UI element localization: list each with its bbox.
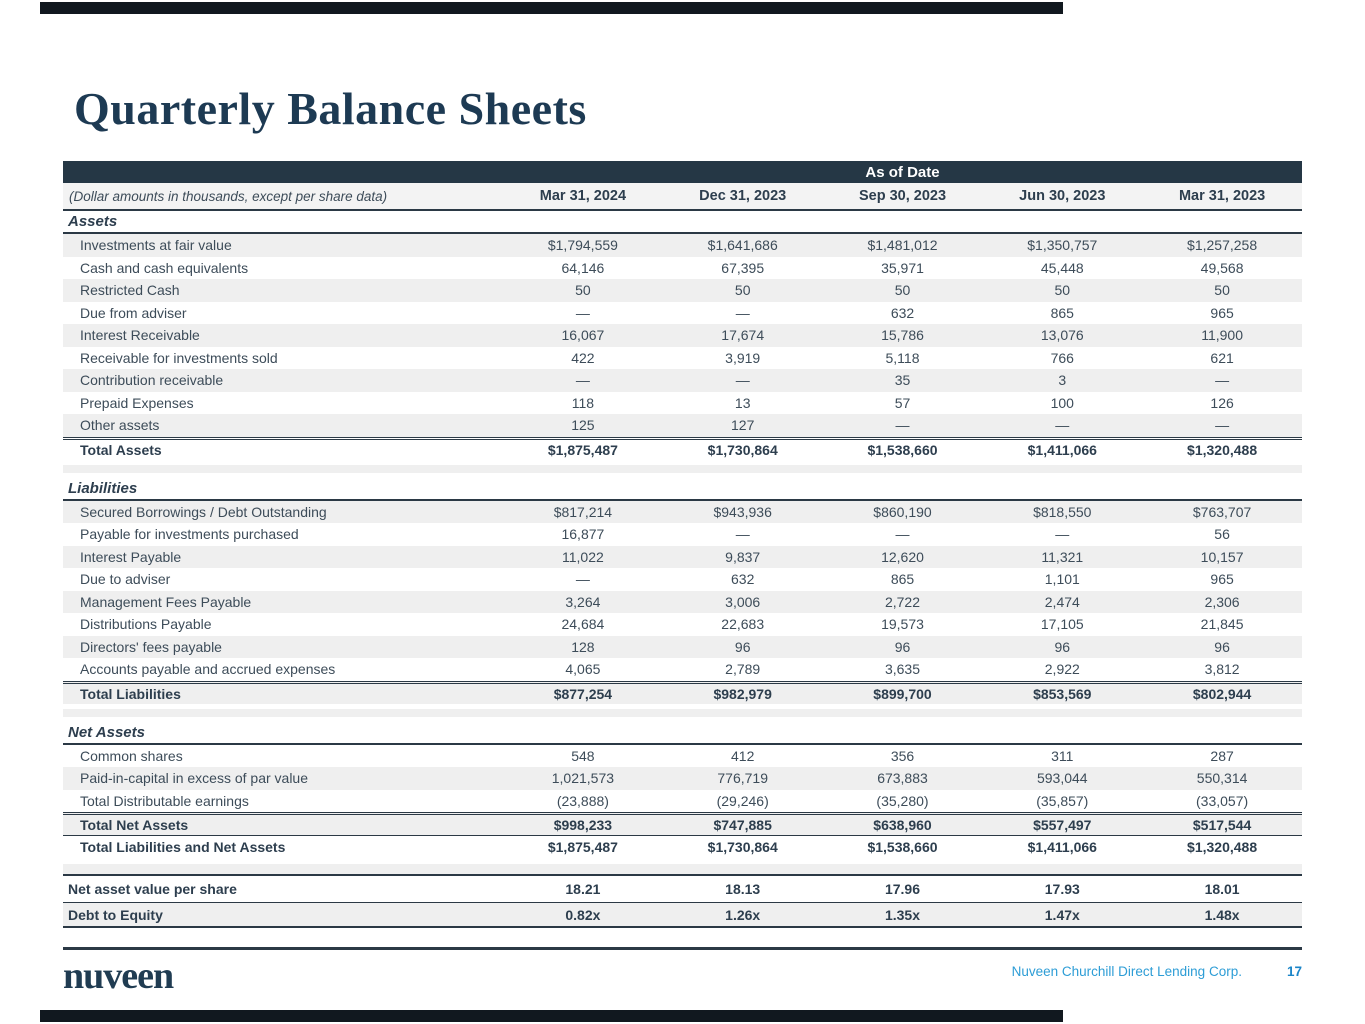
table-body [63, 211, 1302, 928]
cell-value: 96 [894, 638, 911, 655]
cell-value: 18.21 [565, 881, 601, 897]
row-label: Total Net Assets [80, 817, 189, 833]
cell-value: — [895, 417, 910, 434]
total-row [63, 437, 1302, 460]
cell-value: 96 [1214, 638, 1230, 655]
cell-value: 311 [1051, 747, 1074, 764]
balance-sheet-table [63, 161, 1302, 928]
cell-value: 3,264 [565, 593, 601, 610]
footer-company: Nuveen Churchill Direct Lending Corp. [1011, 964, 1242, 979]
cell-value: 1,021,573 [551, 770, 615, 787]
cell-value: 11,321 [1041, 548, 1084, 565]
cell-value: 64,146 [561, 259, 605, 276]
row-label: Distributions Payable [80, 616, 212, 633]
table-row [63, 591, 1302, 614]
cell-value: 2,922 [1044, 661, 1080, 678]
row-label: Accounts payable and accrued expenses [80, 661, 336, 678]
cell-value: 125 [571, 417, 595, 434]
cell-value: 2,789 [725, 661, 761, 678]
cell-value: 1.48x [1204, 906, 1240, 923]
table-row [63, 257, 1302, 280]
cell-value: $998,233 [553, 817, 613, 833]
cell-value: 550,314 [1196, 770, 1248, 787]
cell-value: $1,320,488 [1187, 839, 1258, 855]
cell-value: — [735, 372, 750, 389]
cell-value: 17.96 [884, 881, 921, 897]
cell-value: $1,641,686 [707, 237, 778, 254]
table-row [63, 523, 1302, 546]
row-label: Total Liabilities [80, 685, 181, 702]
row-label: Management Fees Payable [80, 593, 252, 610]
cell-value: — [1215, 417, 1230, 434]
cell-value: 16,067 [561, 327, 605, 344]
cell-value: 18.13 [725, 881, 761, 897]
cell-value: 4,065 [565, 661, 601, 678]
table-row [63, 234, 1302, 257]
row-label: Payable for investments purchased [80, 526, 299, 543]
column-header: Mar 31, 2024 [539, 188, 627, 204]
row-label: Due to adviser [80, 571, 171, 588]
cell-value: 128 [571, 638, 595, 655]
row-label: Paid-in-capital in excess of par value [80, 770, 309, 787]
cell-value: 548 [571, 747, 595, 764]
cell-value: 3,812 [1204, 661, 1240, 678]
table-row [63, 658, 1302, 681]
cell-value: 356 [890, 747, 915, 764]
cell-value: 10,157 [1200, 548, 1244, 565]
cell-value: 2,306 [1204, 593, 1240, 610]
cell-value: $638,960 [873, 817, 932, 833]
row-label: Total Assets [80, 441, 162, 458]
cell-value: 12,620 [881, 548, 924, 565]
table-row [63, 636, 1302, 659]
cell-value: 766 [1050, 349, 1074, 366]
cell-value: $1,411,066 [1027, 441, 1097, 458]
cell-value: 632 [890, 304, 915, 321]
table-row [63, 392, 1302, 415]
cell-value: 3 [1058, 372, 1067, 389]
cell-value: $860,190 [873, 503, 932, 520]
cell-value: 17,105 [1040, 616, 1084, 633]
column-header: Sep 30, 2023 [858, 188, 947, 204]
cell-value: $1,730,864 [707, 441, 778, 458]
metric-row [63, 876, 1302, 902]
table-row [63, 790, 1302, 813]
cell-value: — [575, 304, 590, 321]
row-label: Other assets [80, 417, 160, 434]
cell-value: 35 [894, 372, 911, 389]
cell-value: $1,481,012 [867, 237, 938, 254]
cell-value: 21,845 [1200, 616, 1244, 633]
cell-value: $853,569 [1033, 685, 1092, 702]
column-header-row [63, 183, 1302, 211]
cell-value: 1.26x [725, 906, 761, 923]
cell-value: 865 [1050, 304, 1074, 321]
section-header: Net Assets [63, 722, 1302, 745]
cell-value: (35,280) [876, 792, 929, 809]
cell-value: 50 [1054, 282, 1071, 299]
cell-value: 673,883 [877, 770, 928, 787]
cell-value: 9,837 [725, 548, 761, 565]
cell-value: 621 [1210, 349, 1234, 366]
cell-value: 16,877 [561, 526, 605, 543]
cell-value: 5,118 [885, 349, 920, 366]
table-row [63, 613, 1302, 636]
row-label: Secured Borrowings / Debt Outstanding [80, 503, 327, 520]
row-label: Due from adviser [80, 304, 187, 321]
table-row [63, 324, 1302, 347]
row-label: Total Liabilities and Net Assets [80, 839, 286, 855]
cell-value: 1.35x [884, 906, 921, 923]
bottom-accent-bar [40, 1010, 1063, 1022]
cell-value: $802,944 [1192, 685, 1252, 702]
top-accent-bar [40, 2, 1063, 14]
cell-value: 2,474 [1044, 593, 1080, 610]
cell-value: 3,919 [725, 349, 761, 366]
cell-value: $1,350,757 [1027, 237, 1098, 254]
cell-value: 412 [731, 747, 755, 764]
row-label: Interest Payable [80, 548, 182, 565]
row-label: Restricted Cash [80, 282, 180, 299]
row-label: Cash and cash equivalents [80, 259, 249, 276]
cell-value: 50 [734, 282, 751, 299]
cell-value: 96 [734, 638, 751, 655]
table-row [63, 501, 1302, 524]
cell-value: — [735, 304, 750, 321]
metrics-spacer [63, 864, 1302, 876]
cell-value: 35,971 [881, 259, 924, 276]
cell-value: $1,730,864 [707, 839, 778, 855]
cell-value: 422 [571, 349, 595, 366]
cell-value: — [1215, 372, 1230, 389]
cell-value: 67,395 [721, 259, 765, 276]
table-row [63, 568, 1302, 591]
cell-value: $1,875,487 [547, 441, 618, 458]
cell-value: — [575, 571, 590, 588]
cell-value: 2,722 [884, 593, 921, 610]
cell-value: 3,006 [725, 593, 761, 610]
page-title: Quarterly Balance Sheets [74, 83, 587, 134]
cell-value: 50 [575, 282, 591, 299]
cell-value: 965 [1210, 304, 1234, 321]
cell-value: 127 [731, 417, 755, 434]
column-header: Dec 31, 2023 [699, 188, 787, 204]
cell-value: (23,888) [556, 792, 609, 809]
cell-value: 45,448 [1040, 259, 1084, 276]
cell-value: $1,875,487 [547, 839, 618, 855]
row-label: Common shares [80, 747, 183, 764]
as-of-date-label: As of Date [865, 163, 940, 181]
cell-value: — [575, 372, 590, 389]
cell-value: 96 [1054, 638, 1071, 655]
section-spacer [63, 465, 1302, 473]
row-label: Investments at fair value [80, 237, 232, 254]
cell-value: 593,044 [1036, 770, 1088, 787]
table-row [63, 546, 1302, 569]
total-row [63, 812, 1302, 835]
cell-value: 17.93 [1044, 881, 1080, 897]
as-of-date-band [63, 161, 1302, 183]
cell-value: — [895, 526, 910, 543]
cell-value: $763,707 [1192, 503, 1252, 520]
cell-value: 776,719 [717, 770, 768, 787]
cell-value: $1,538,660 [867, 441, 938, 458]
cell-value: 126 [1210, 394, 1234, 411]
table-row [63, 279, 1302, 302]
cell-value: $982,979 [713, 685, 772, 702]
footer-rule [63, 947, 1302, 950]
table-row [63, 767, 1302, 790]
footer-page-number: 17 [1286, 964, 1302, 979]
cell-value: 57 [894, 394, 911, 411]
table-row [63, 414, 1302, 437]
section-spacer [63, 709, 1302, 717]
cell-value: 49,568 [1200, 259, 1244, 276]
cell-value: 11,022 [562, 548, 604, 565]
table-row [63, 745, 1302, 768]
cell-value: 1.47x [1044, 906, 1080, 923]
table-row [63, 369, 1302, 392]
nuveen-logo: nuveen [63, 955, 174, 997]
total-row [63, 681, 1302, 704]
cell-value: 118 [571, 394, 595, 411]
cell-value: 56 [1214, 526, 1230, 543]
cell-value: 13 [734, 394, 751, 411]
footer-right [1012, 964, 1302, 979]
cell-value: $517,544 [1192, 817, 1252, 833]
cell-value: $1,538,660 [867, 839, 938, 855]
cell-value: (35,857) [1036, 792, 1089, 809]
section-header: Liabilities [63, 478, 1302, 501]
cell-value: $1,794,559 [547, 237, 618, 254]
cell-value: — [1055, 526, 1070, 543]
section-header: Assets [63, 211, 1302, 234]
cell-value: $899,700 [873, 685, 932, 702]
cell-value: $817,214 [553, 503, 613, 520]
cell-value: $818,550 [1033, 503, 1092, 520]
cell-value: 22,683 [721, 616, 765, 633]
row-label: Contribution receivable [80, 372, 224, 389]
table-row [63, 302, 1302, 325]
row-label: Prepaid Expenses [80, 394, 194, 411]
cell-value: 50 [894, 282, 911, 299]
cell-value: 13,076 [1040, 327, 1084, 344]
cell-value: 11,900 [1201, 327, 1243, 344]
cell-value: 18.01 [1204, 881, 1240, 897]
metric-row [63, 902, 1302, 928]
column-header: Mar 31, 2023 [1178, 188, 1266, 204]
cell-value: 19,573 [881, 616, 924, 633]
cell-value: 287 [1210, 747, 1234, 764]
row-label: Interest Receivable [80, 327, 200, 344]
cell-value: 0.82x [565, 906, 601, 923]
cell-value: 3,635 [884, 661, 921, 678]
row-label: Debt to Equity [68, 906, 163, 923]
cell-value: $943,936 [713, 503, 772, 520]
cell-value: $1,320,488 [1187, 441, 1258, 458]
row-label: Receivable for investments sold [80, 349, 278, 366]
total-row [63, 835, 1302, 858]
cell-value: $1,257,258 [1187, 237, 1258, 254]
cell-value: — [1055, 417, 1070, 434]
cell-value: $557,497 [1033, 817, 1092, 833]
units-note: (Dollar amounts in thousands, except per share data) [69, 188, 388, 204]
row-label: Total Distributable earnings [80, 792, 249, 809]
cell-value: 15,786 [881, 327, 924, 344]
cell-value: 17,674 [721, 327, 765, 344]
cell-value: 50 [1214, 282, 1230, 299]
cell-value: 24,684 [561, 616, 605, 633]
table-row [63, 347, 1302, 370]
cell-value: — [735, 526, 750, 543]
cell-value: 632 [731, 571, 755, 588]
row-label: Net asset value per share [68, 881, 237, 897]
cell-value: $747,885 [713, 817, 772, 833]
cell-value: 1,101 [1044, 571, 1080, 588]
cell-value: (33,057) [1196, 792, 1249, 809]
cell-value: $1,411,066 [1027, 839, 1097, 855]
cell-value: $877,254 [553, 685, 613, 702]
row-label: Directors' fees payable [80, 638, 222, 655]
cell-value: 865 [890, 571, 915, 588]
cell-value: (29,246) [716, 792, 769, 809]
cell-value: 100 [1050, 394, 1074, 411]
column-header: Jun 30, 2023 [1019, 188, 1106, 204]
cell-value: 965 [1210, 571, 1234, 588]
